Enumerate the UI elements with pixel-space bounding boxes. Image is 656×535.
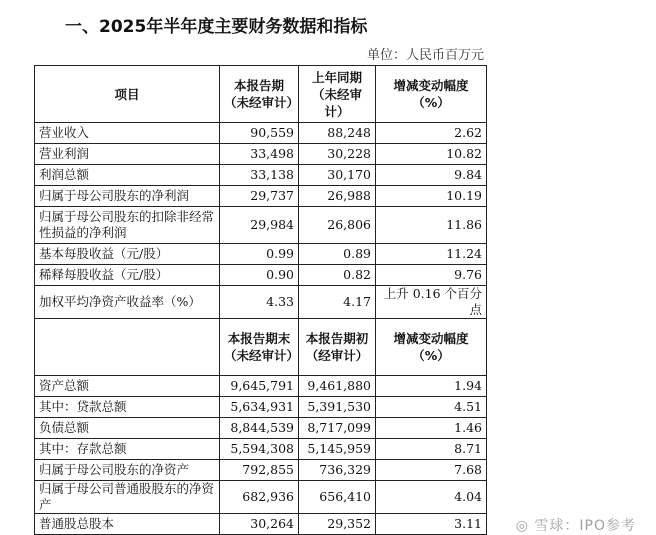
cell-value: 4.04: [376, 481, 487, 514]
cell-value: 88,248: [299, 123, 376, 144]
row-label: 普通股总股本: [35, 514, 220, 535]
cell-value: 30,264: [220, 514, 299, 535]
cell-value: 792,855: [220, 460, 299, 481]
row-label: 利润总额: [35, 165, 220, 186]
cell-value: 0.90: [220, 265, 299, 286]
cell-value: 4.17: [299, 286, 376, 319]
header-row-period: [35, 66, 487, 123]
cell-value: 682,936: [220, 481, 299, 514]
cell-value: 0.89: [299, 244, 376, 265]
cell-value: 90,559: [220, 123, 299, 144]
column-header: 增减变动幅度（%）: [376, 66, 487, 123]
section-title: 一、2025年半年度主要财务数据和指标: [65, 17, 368, 37]
row-label: 基本每股收益（元/股）: [35, 244, 220, 265]
table-row: [35, 186, 487, 207]
cell-value: 26,988: [299, 186, 376, 207]
cell-value: 3.11: [376, 514, 487, 535]
cell-value: 9,645,791: [220, 376, 299, 397]
cell-value: 10.19: [376, 186, 487, 207]
column-header: 上年同期 （未经审计）: [299, 66, 376, 123]
cell-value: 8.71: [376, 439, 487, 460]
cell-value: 4.33: [220, 286, 299, 319]
cell-value: 29,352: [299, 514, 376, 535]
column-header: 项目: [35, 66, 220, 123]
row-label: 归属于母公司股东的净利润: [35, 186, 220, 207]
row-label: 其中：存款总额: [35, 439, 220, 460]
cell-value: 0.99: [220, 244, 299, 265]
row-label: 资产总额: [35, 376, 220, 397]
column-header: [35, 319, 220, 376]
cell-value: 上升 0.16 个百分点: [376, 286, 487, 319]
table-row: [35, 460, 487, 481]
row-label: 加权平均净资产收益率（%）: [35, 286, 220, 319]
row-label: 营业利润: [35, 144, 220, 165]
row-label: 其中：贷款总额: [35, 397, 220, 418]
column-header: 本报告期初 （经审计）: [299, 319, 376, 376]
cell-value: 1.46: [376, 418, 487, 439]
column-header: 本报告期末 （未经审计）: [220, 319, 299, 376]
cell-value: 29,737: [220, 186, 299, 207]
cell-value: 8,717,099: [299, 418, 376, 439]
table-row: [35, 144, 487, 165]
table-row: [35, 514, 487, 535]
table-row: [35, 123, 487, 144]
table-row: [35, 376, 487, 397]
table-row: [35, 207, 487, 244]
row-label: 负债总额: [35, 418, 220, 439]
cell-value: 26,806: [299, 207, 376, 244]
cell-value: 5,145,959: [299, 439, 376, 460]
table-row: [35, 439, 487, 460]
row-label: 营业收入: [35, 123, 220, 144]
cell-value: 5,634,931: [220, 397, 299, 418]
column-header: 本报告期 （未经审计）: [220, 66, 299, 123]
cell-value: 11.86: [376, 207, 487, 244]
cell-value: 8,844,539: [220, 418, 299, 439]
cell-value: 5,391,530: [299, 397, 376, 418]
watermark-logo: ◎ 雪球：IPO参考: [515, 518, 636, 534]
cell-value: 2.62: [376, 123, 487, 144]
unit-label: 单位：人民币百万元: [366, 48, 484, 63]
cell-value: 33,138: [220, 165, 299, 186]
cell-value: 656,410: [299, 481, 376, 514]
row-label: 归属于母公司普通股股东的净资产: [35, 481, 220, 514]
row-label: 稀释每股收益（元/股）: [35, 265, 220, 286]
cell-value: 30,170: [299, 165, 376, 186]
table-row: [35, 165, 487, 186]
cell-value: 736,329: [299, 460, 376, 481]
cell-value: 11.24: [376, 244, 487, 265]
cell-value: 9.76: [376, 265, 487, 286]
table-row: [35, 244, 487, 265]
table-row: [35, 397, 487, 418]
cell-value: 7.68: [376, 460, 487, 481]
column-header: 增减变动幅度（%）: [376, 319, 487, 376]
cell-value: 9,461,880: [299, 376, 376, 397]
row-label: 归属于母公司股东的净资产: [35, 460, 220, 481]
header-row-balance: [35, 319, 487, 376]
cell-value: 10.82: [376, 144, 487, 165]
cell-value: 1.94: [376, 376, 487, 397]
cell-value: 4.51: [376, 397, 487, 418]
cell-value: 33,498: [220, 144, 299, 165]
table-row: [35, 265, 487, 286]
table-row: [35, 418, 487, 439]
cell-value: 5,594,308: [220, 439, 299, 460]
cell-value: 9.84: [376, 165, 487, 186]
row-label: 归属于母公司股东的扣除非经常性损益的净利润: [35, 207, 220, 244]
table-row: [35, 481, 487, 514]
cell-value: 30,228: [299, 144, 376, 165]
financial-data-table: [34, 65, 487, 535]
cell-value: 0.82: [299, 265, 376, 286]
cell-value: 29,984: [220, 207, 299, 244]
table-row: [35, 286, 487, 319]
